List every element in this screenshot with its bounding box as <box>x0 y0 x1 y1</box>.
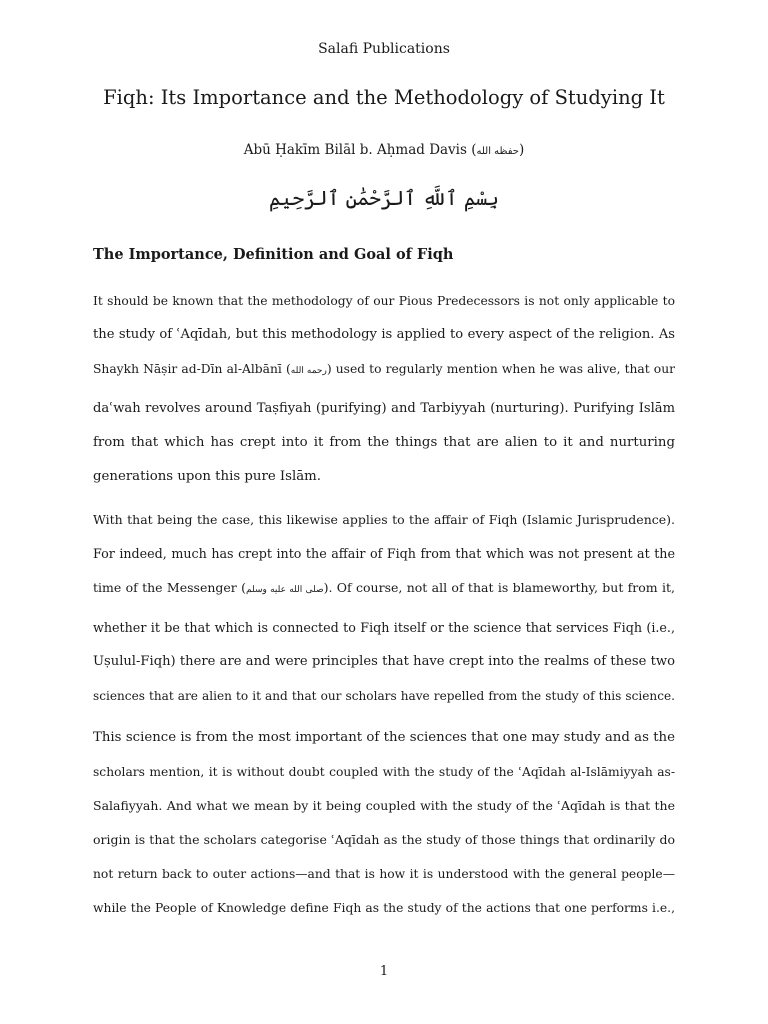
honorific-arabic: حفظه الله <box>476 146 519 157</box>
text-line: sciences that are alien to it and that our scholars have repelled from the study of this science. <box>93 689 675 703</box>
text-line: Uṣulul-Fiqh) there are and were principles that have crept into the realms of these two <box>93 654 675 669</box>
text-line: daʿwah revolves around Taṣfiyah (purifying) and Tarbiyyah (nurturing). Purifying Islām <box>93 401 675 416</box>
text-line: the study of ʿAqīdah, but this methodology is applied to every aspect of the religion. As <box>93 327 675 342</box>
paragraph <box>93 511 675 721</box>
text-line: Salafiyyah. And what we mean by it being coupled with the study of the ʿAqīdah is that the <box>93 798 675 813</box>
text-line: from that which has crept into it from the things that are alien to it and nurturing <box>93 435 675 450</box>
text-line: With that being the case, this likewise applies to the affair of Fiqh (Islamic Jurisprudence). <box>93 512 675 527</box>
text-line <box>93 360 675 400</box>
basmala: بِسْمِ ٱللَّهِ ٱلرَّحْمَٰنِ ٱلرَّحِيمِ <box>268 186 499 210</box>
page-number: 1 <box>379 964 389 979</box>
text-line: while the People of Knowledge define Fiqh as the study of the actions that one performs i.e., <box>93 901 675 915</box>
text-run: Shaykh Nāṣir ad-Dīn al-Albānī ( <box>93 362 291 376</box>
author-name: Abū Ḥakīm Bilāl b. Aḥmad Davis <box>243 142 467 158</box>
running-header: Salafi Publications <box>318 41 450 57</box>
arabic-honorific: رحمه الله <box>290 366 327 376</box>
arabic-honorific: صلى الله عليه وسلم <box>246 585 324 595</box>
honorific-close: ) <box>518 142 525 158</box>
text-line: For indeed, much has crept into the affair of Fiqh from that which was not present at the <box>93 546 675 561</box>
text-line: It should be known that the methodology of our Pious Predecessors is not only applicable to <box>93 294 675 308</box>
text-run: ). Of course, not all of that is blameworthy, but from it, <box>323 580 676 595</box>
paragraph <box>93 292 675 502</box>
text-line <box>93 579 675 619</box>
text-line: This science is from the most important of the sciences that one may study and as the <box>93 730 675 745</box>
text-line: scholars mention, it is without doubt coupled with the study of the ʿAqīdah al-Islāmiyyah as- <box>93 765 675 779</box>
paragraph <box>93 729 675 933</box>
text-line: whether it be that which is connected to Fiqh itself or the science that services Fiqh (i.e., <box>93 620 675 635</box>
section-heading: The Importance, Definition and Goal of Fiqh <box>93 246 454 263</box>
author-line <box>0 142 768 158</box>
document-title: Fiqh: Its Importance and the Methodology of Studying It <box>103 86 665 109</box>
text-line: origin is that the scholars categorise ʿAqīdah as the study of those things that ordinarily do <box>93 832 675 847</box>
text-line: not return back to outer actions—and that is how it is understood with the general people— <box>93 867 675 881</box>
honorific-open: ( <box>466 142 477 158</box>
text-line: generations upon this pure Islām. <box>93 469 322 484</box>
text-run: ) used to regularly mention when he was alive, that our <box>326 362 676 376</box>
text-run: time of the Messenger ( <box>93 580 246 595</box>
